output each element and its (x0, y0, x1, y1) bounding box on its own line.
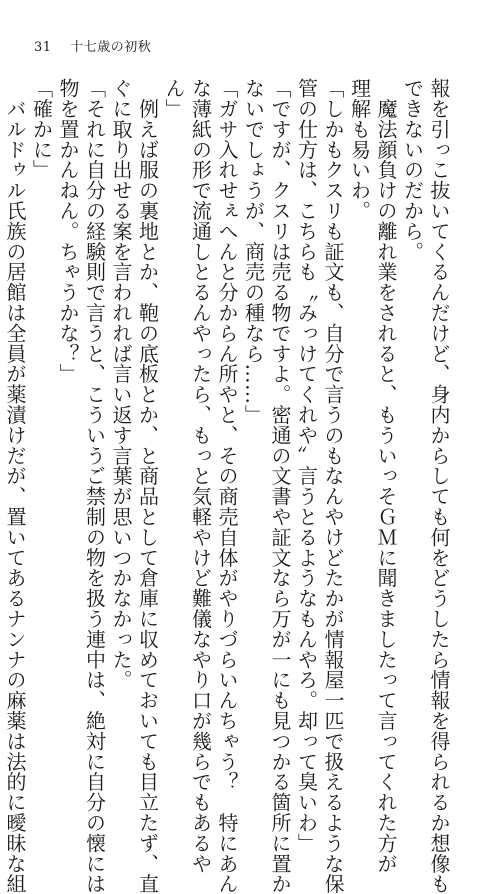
text-line: 「しかもクスリも証文も、自分で言うのもなんやけどたかが情報屋一匹で扱えるような保 (321, 78, 345, 894)
text-line: 管の仕方は、こちらも〝みっけてくれや〟言うとるようなもんやろ。却って臭いわ」 (294, 78, 319, 854)
page-number: 31 (34, 40, 52, 55)
text-line: 報を引っこ抜いてくるんだけど、身内からしても何をどうしたら情報を得られるか想像も (427, 78, 451, 894)
text-line: ないでしょうが、商売の種なら……」 (241, 78, 266, 425)
body-text (3, 78, 452, 894)
text-line: ん」 (162, 78, 186, 119)
running-head (34, 36, 151, 55)
text-line (0, 78, 2, 664)
text-line: 例えば服の裏地とか、鞄の底板とか、と商品として倉庫に収めておいても目立たず、直 (135, 78, 160, 894)
text-line: 「それに自分の経験則で言うと、こういうご禁制の物を扱う連中は、絶対に自分の懐には (82, 78, 107, 894)
text-line: 理解も易いわ。 (347, 78, 372, 221)
text-line: 「ですが、クスリは売る物ですよ。密通の文書や証文なら万が一にも見つかる箇所に置か (268, 78, 292, 894)
text-line: 「確かに」 (29, 78, 54, 180)
text-line: バルドゥル氏族の居館は全員が薬漬けだが、置いてあるナンナの麻薬は法的に曖昧な組 (3, 78, 27, 894)
text-line: ぐに取り出せる案を言われれば言い返す言葉が思いつかなかった。 (109, 78, 133, 690)
text-line: 物を置かんねん。ちゃうかな？」 (56, 78, 80, 384)
text-line: 魔法顔負けの離れ業をされると、もういっそＧＭに聞きましたって言ってくれた方が (374, 78, 398, 874)
text-line: できないのだから。 (400, 78, 425, 262)
chapter-title: 十七歳の初秋 (70, 40, 152, 55)
text-line: な薄紙の形で流通しとるんやったら、もっと気軽やけど難儀なやり口が幾らでもあるや (188, 78, 213, 874)
text-line: 「ガサ入れせぇへんと分からん所やと、その商売自体がやりづらいんちゃう？ 特にあん (215, 78, 239, 894)
